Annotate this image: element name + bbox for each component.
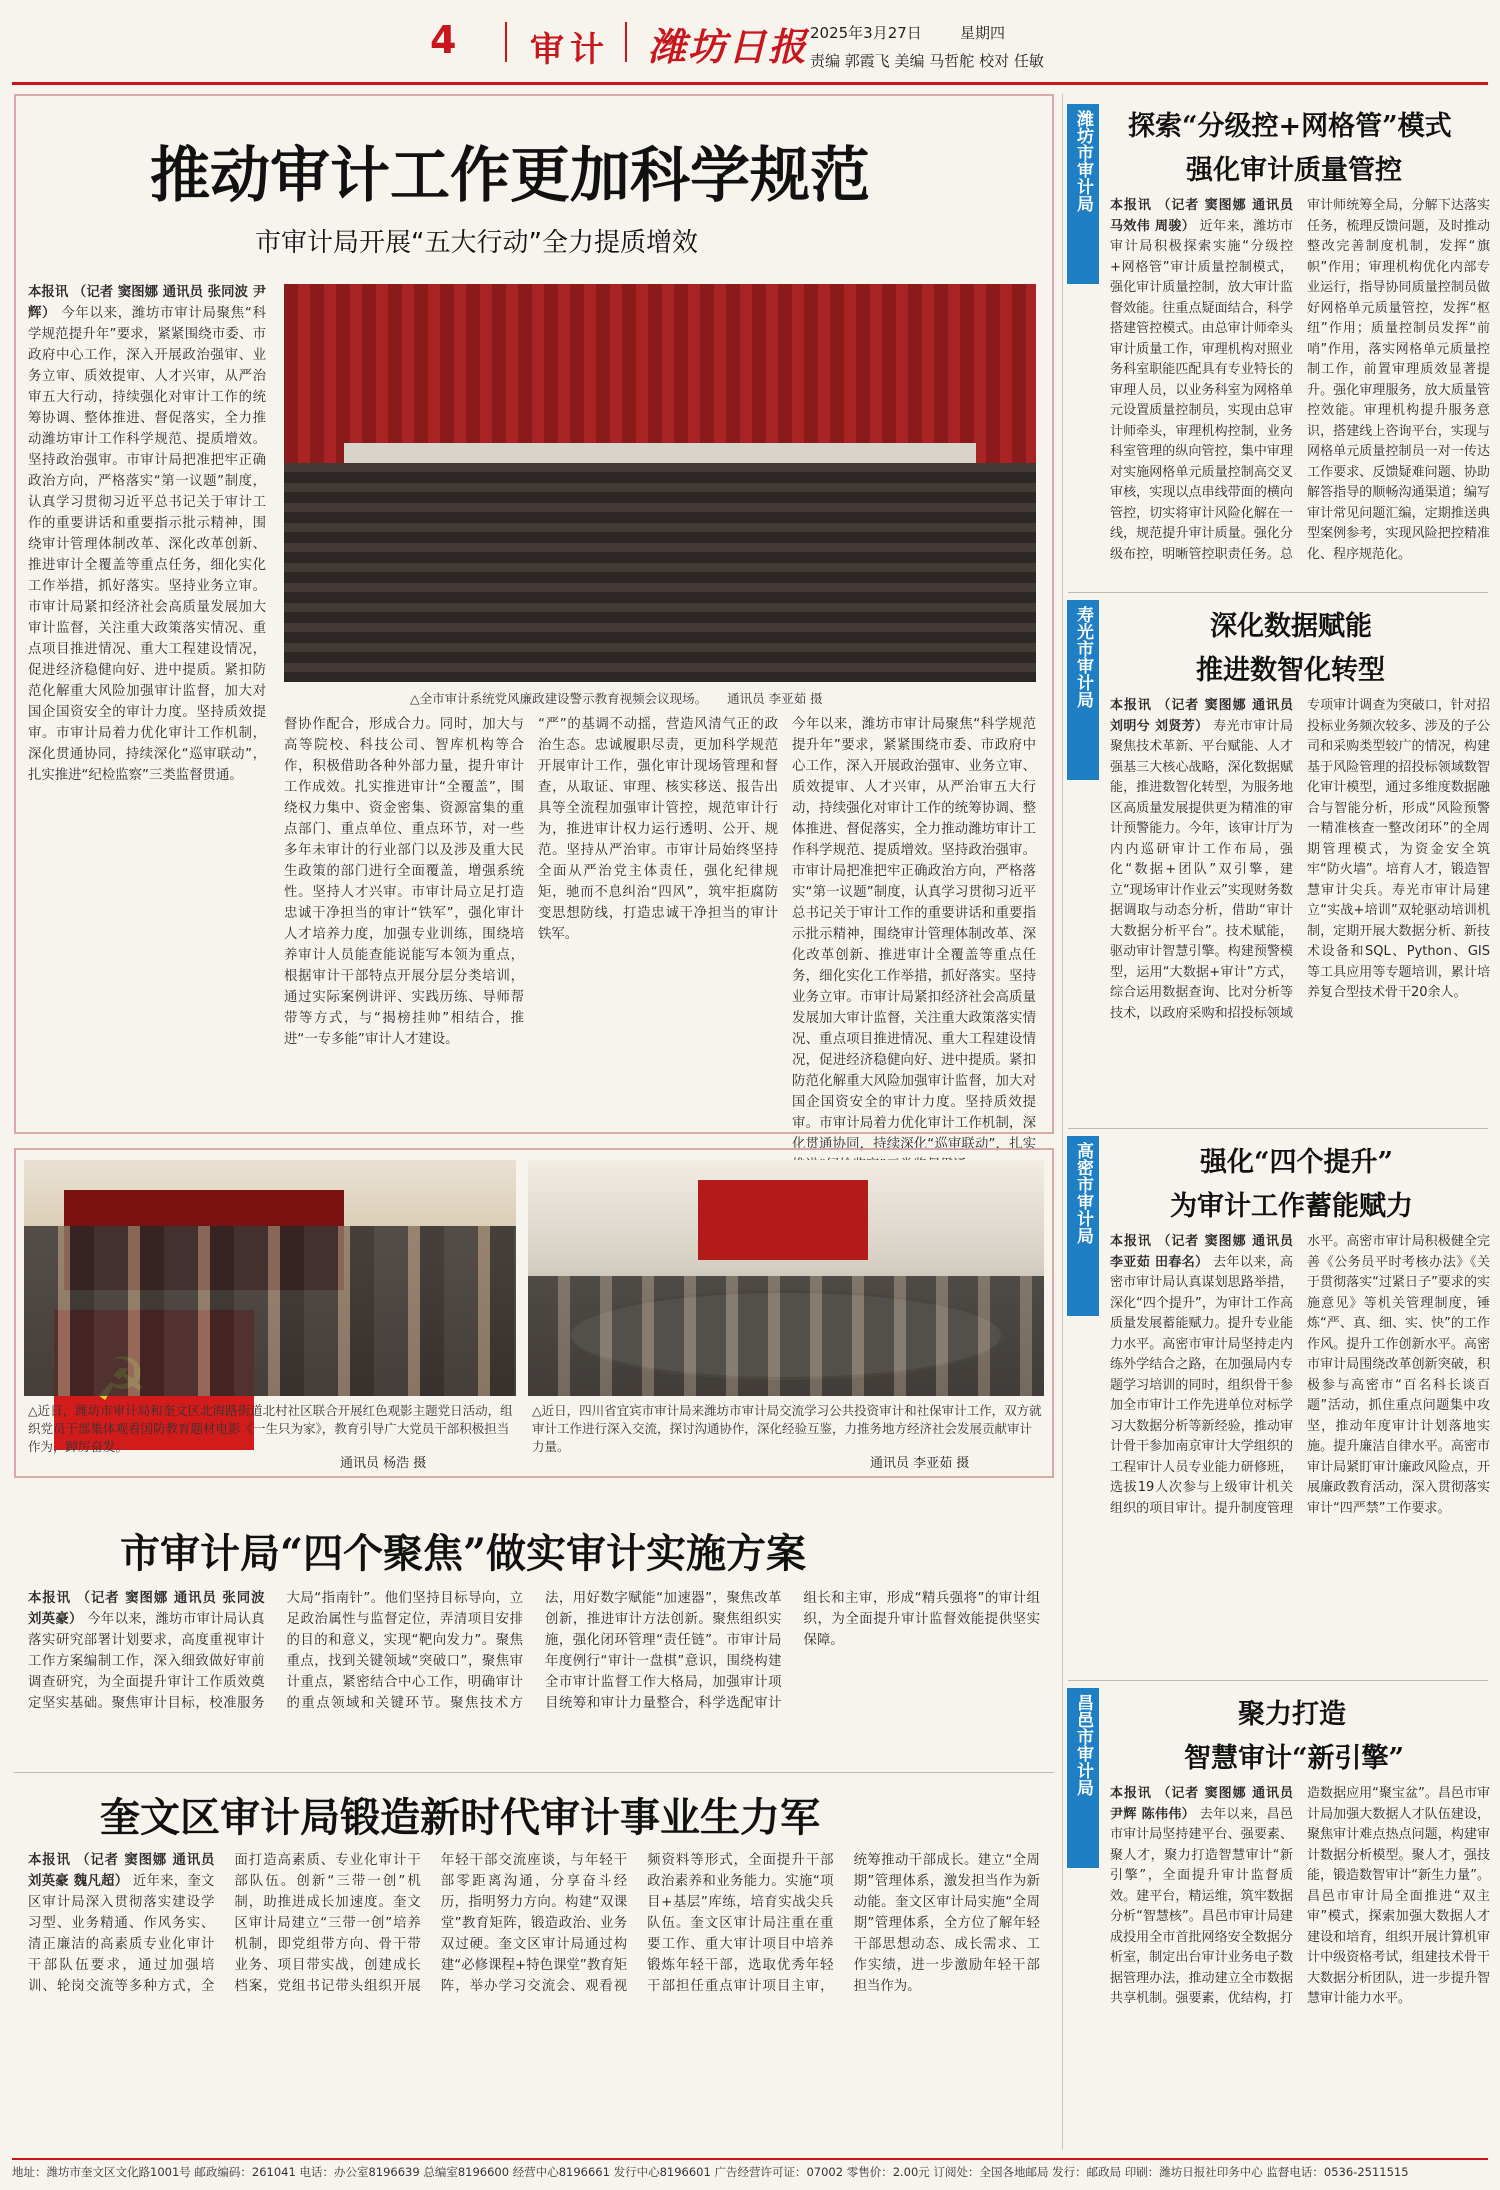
s2-body — [1110, 696, 1490, 1146]
s2-title-line1: 深化数据赋能 — [1210, 611, 1372, 642]
article2-title: 市审计局“四个聚焦”做实审计实施方案 — [120, 1530, 807, 1577]
s1-title-line1: 探索“分级控+网格管”模式 — [1128, 111, 1452, 142]
lead-column-3 — [538, 714, 778, 1114]
section-divider — [14, 1772, 1054, 1773]
masthead-divider — [505, 22, 507, 62]
s2-text: 寿光市审计局聚焦技术革新、平台赋能、人才强基三大核心战略，深化数据赋能，推进数智化转型，为服务地区高质量发展提供更为精准的审计预警能力。今年，该审计厅为内内巡研审计工作布局，强化“数据+团队”双引擎，建立“现场审计作业云”实现财务数据调取与动态分析，借助“审计大数据分析平台”。技术赋能，驱动审计智慧引擎。构建预警模型，运用“大数据+审计”方式，综合运用数据查询、比对分析等技术，以政府采购和招投标领域专项审计调查为突破口，针对招投标业务频次较多、涉及的子公司和采购类型较广的情况，构建基于风险管理的招投标领域数智化审计模型，通过多维度数据融合与智能分析，形成“风险预警一精准核查一整改闭环”的全周期管理模式，为资金安全筑牢“防火墙”。培育人才，锻造智慧审计尖兵。寿光市审计局建立“实战+培训”双轮驱动培训机制，定期开展大数据分析、新技术设备和SQL、Python、GIS等工具应用等专题培训，累计培养复合型技术骨干20余人。 — [1110, 698, 1490, 1021]
s4-title-line1: 聚力打造 — [1238, 1699, 1346, 1730]
editors-line: 责编 郭霞飞 美编 马哲舵 校对 任敏 — [810, 52, 1044, 70]
article3-title: 奎文区审计局锻造新时代审计事业生力军 — [100, 1794, 820, 1841]
party-day-photo — [24, 1160, 516, 1396]
right-divider — [1068, 1680, 1488, 1681]
s4-title-line2: 智慧审计“新引擎” — [1184, 1743, 1405, 1774]
s3-title-line2: 为审计工作蓄能赋力 — [1170, 1191, 1413, 1222]
s1-byline: 本报讯 （记者 窦图娜 通讯员 马效伟 周骏） — [1110, 198, 1293, 234]
article3-byline: 本报讯 （记者 窦图娜 通讯员 刘英豪 魏凡超） — [28, 1853, 215, 1889]
lead-photo — [284, 284, 1036, 682]
tag-text: 潍坊市审计局 — [1073, 110, 1093, 212]
tag-text: 高密市审计局 — [1073, 1142, 1093, 1244]
caption-text: △全市审计系统党风廉政建设警示教育视频会议现场。 — [410, 691, 708, 706]
party-day-credit: 通讯员 杨浩 摄 — [340, 1456, 427, 1471]
article3-body — [28, 1850, 1040, 2146]
lead-subtitle: 市审计局开展“五大行动”全力提质增效 — [255, 228, 698, 258]
tag-gaomi-audit — [1067, 1136, 1099, 1316]
lead-body-1: 今年以来，潍坊市审计局聚焦“科学规范提升年”要求，紧紧围绕市委、市政府中心工作，深入开展政治强审、业务立审、质效提审、人才兴审，从严治审五大行动，持续强化对审计工作的统筹协调、整体推进、督促落实，全力推动潍坊审计工作科学规范、提质增效。坚持政治强审。市审计局把准把牢正确政治方向，严格落实“第一议题”制度，认真学习贯彻习近平总书记关于审计工作的重要讲话和重要指示批示精神，围绕审计管理体制改革、深化改革创新、推进审计全覆盖等重点任务，细化实化工作举措，抓好落实。坚持业务立审。市审计局紧扣经济社会高质量发展加大审计监督，关注重大政策落实情况、重点项目推进情况、重大工程建设情况，促进经济稳健向好、进中提质。紧扣防范化解重大风险加强审计监督，加大对国企国资安全的审计力度。坚持质效提审。市审计局着力优化审计工作机制，深化贯通协同，持续深化“巡审联动”，扎实推进“纪检监察”三类监督贯通。 — [28, 306, 267, 783]
lead-column-2 — [284, 714, 524, 1114]
s2-byline: 本报讯 （记者 窦图娜 通讯员 刘明兮 刘贤芳） — [1110, 698, 1293, 734]
lead-column-1 — [28, 282, 266, 1112]
lead-body-2: 督协作配合，形成合力。同时，加大与高等院校、科技公司、智库机构等合作，积极借助各种外部力量，提升审计工作成效。扎实推进审计“全覆盖”，围绕权力集中、资金密集、资源富集的重点部门、重点单位、重点环节，对一些多年未审计的行业部门以及涉及重大民生政策的部门进行全面覆盖，增强系统性。坚持人才兴审。市审计局立足打造忠诚干净担当的审计“铁军”，强化审计人才培养力度，加强专业训练，围绕培养审计人员能查能说能写本领为重点，根据审计干部特点开展分层分类培训，通过实际案例讲评、实践历练、导师帮带等方式，与“揭榜挂帅”相结合，推进“一专多能”审计人才建设。 — [284, 717, 524, 1047]
s4-byline: 本报讯 （记者 窦图娜 通讯员 尹辉 陈伟伟） — [1110, 1786, 1293, 1822]
photo-audience — [284, 463, 1036, 682]
masthead-divider — [625, 22, 627, 62]
s3-text: 去年以来，高密市审计局认真谋划思路举措，深化“四个提升”，为审计工作高质量发展蓄能赋力。提升专业能力水平。高密市审计局坚持走内练外学结合之路，在加强局内专题学习培训的同时，组织骨干参加全市审计工作先进单位对标学习大数据分析等新经验，推动审计骨干参加南京审计大学组织的工程审计人员专业能力研修班，选拔19人次参与上级审计机关组织的项目审计。提升制度管理水平。高密市审计局积极健全完善《公务员平时考核办法》《关于贯彻落实“过紧日子”要求的实施意见》等机关管理制度，锤炼“严、真、细、实、快”的工作作风。提升工作创新水平。高密市审计局围绕改革创新突破，积极参与高密市“百名科长谈百题”活动，抓住重点问题集中攻坚，推动年度审计计划落地实施。提升廉洁自律水平。高密市审计局紧盯审计廉政风险点，开展廉政教育活动，深入贯彻落实审计“四严禁”工作要求。 — [1110, 1234, 1490, 1516]
s2-title-line2: 推进数智化转型 — [1196, 655, 1385, 686]
lead-title: 推动审计工作更加科学规范 — [150, 141, 870, 211]
masthead-rule — [12, 82, 1488, 85]
photo-screen — [698, 1180, 868, 1260]
photo-people — [528, 1276, 1044, 1396]
s1-title-line2: 强化审计质量管控 — [1186, 155, 1402, 186]
issue-weekday: 星期四 — [960, 24, 1006, 42]
caption-text: △近日，潍坊市审计局和奎文区北海路街道北村社区联合开展红色观影主题党日活动，组织党员干部集体观看国防教育题材电影《一生只为家》，教育引导广大党员干部积极担当作为，踔厉奋发。 — [28, 1403, 513, 1454]
s1-body — [1110, 196, 1490, 636]
caption-text: △近日，四川省宜宾市审计局来潍坊市审计局交流学习公共投资审计和社保审计工作，双方就审计工作进行深入交流，探讨沟通协作，深化经验互鉴，力推务地方经济社会发展贡献审计力量。 — [532, 1403, 1042, 1454]
s3-byline: 本报讯 （记者 窦图娜 通讯员 李亚茹 田春名） — [1110, 1234, 1293, 1270]
tag-changyi-audit — [1067, 1688, 1099, 1868]
lead-photo-caption — [410, 690, 1030, 708]
right-column-divider — [1062, 94, 1063, 2150]
right-divider — [1068, 592, 1488, 593]
photo-credit: 通讯员 李亚茹 摄 — [727, 691, 823, 706]
party-day-caption — [28, 1402, 514, 1454]
photo-curtain — [284, 284, 1036, 463]
s1-text: 近年来，潍坊市审计局积极探索实施“分级控+网格管”审计质量控制模式，强化审计质量控制，放大审计监督效能。往重点疑面结合，科学搭建管控模式。由总审计师牵头审计质量工作，审理机构对照业务科室职能匹配具有专业特长的审理人员，以业务科室为网格单元设置质量控制员，实现由总审计师牵头，审理机构控制，业务科室管理的纵向管控，集中审理对实施网格单元质量控制高交叉审核，实现以点串线带面的横向管控，切实将审计风险化解在一线，规范提升审计质量。强化分级布控，明晰管控职责任务。总审计师统筹全局，分解下达落实任务，梳理反馈问题，及时推动整改完善制度机制，发挥“旗帜”作用；审理机构优化内部专业运行，指导协同质量控制员做好网格单元质量管控，发挥“枢纽”作用；质量控制员发挥“前哨”作用，落实网格单元质量控制工作，前置审理质效显著提升。强化审理服务，放大质量管控效能。审理机构提升服务意识，搭建线上咨询平台，实现与网格单元质量控制员一对一传达工作要求、反馈疑难问题、协助解答指导的顺畅沟通渠道；编写审计常见问题汇编，定期推送典型案例参考，实现风险把控精准化、程序规范化。 — [1110, 198, 1490, 562]
s3-body — [1110, 1232, 1490, 1672]
article2-byline: 本报讯 （记者 窦图娜 通讯员 张同波 刘英豪） — [28, 1591, 265, 1627]
exchange-photo — [528, 1160, 1044, 1396]
exchange-credit: 通讯员 李亚茹 摄 — [870, 1456, 970, 1471]
issue-date: 2025年3月27日 — [810, 24, 922, 42]
right-divider — [1068, 1128, 1488, 1129]
lead-body-4: 今年以来，潍坊市审计局聚焦“科学规范提升年”要求，紧紧围绕市委、市政府中心工作，深入开展政治强审、业务立审、质效提审、人才兴审，从严治审五大行动，持续强化对审计工作的统筹协调、整体推进、督促落实，全力推动潍坊审计工作科学规范、提质增效。坚持政治强审。市审计局把准把牢正确政治方向，严格落实“第一议题”制度，认真学习贯彻习近平总书记关于审计工作的重要讲话和重要指示批示精神，围绕审计管理体制改革、深化改革创新、推进审计全覆盖等重点任务，细化实化工作举措，抓好落实。坚持业务立审。市审计局紧扣经济社会高质量发展加大审计监督，关注重大政策落实情况、重点项目推进情况、重大工程建设情况，促进经济稳健向好、进中提质。紧扣防范化解重大风险加强审计监督，加大对国企国资安全的审计力度。坚持质效提审。市审计局着力优化审计工作机制，深化贯通协同，持续深化“巡审联动”，扎实 — [792, 717, 1036, 1152]
masthead — [0, 0, 1500, 88]
s3-title-line1: 强化“四个提升” — [1200, 1147, 1394, 1178]
lead-body-3: “严”的基调不动摇，营造风清气正的政治生态。忠诚履职尽责，更加科学规范开展审计工作，强化审计现场管理和督查，从取证、审理、核实移送、报告出具等全流程加强审计管控，规范审计行为，推进审计权力运行透明、公开、规范。坚持从严治审。市审计局始终坚持全面从严治党主体责任，强化纪律规矩，驰而不息纠治“四风”，筑牢拒腐防变思想防线，打造忠诚干净担当的审计铁军。 — [538, 717, 778, 942]
paper-logo: 潍坊日报 — [648, 24, 809, 69]
section-name: 审计 — [530, 30, 610, 70]
lead-column-4 — [792, 714, 1036, 1152]
article2-body — [28, 1588, 1040, 1758]
tag-shouguang-audit — [1067, 600, 1099, 780]
tag-text: 昌邑市审计局 — [1073, 1694, 1093, 1796]
photo-people — [24, 1226, 516, 1396]
article2-text: 今年以来，潍坊市审计局认真落实研究部署计划要求，高度重视审计工作方案编制工作，深入细致做好审前调查研究，为全面提升审计工作质效奠定坚实基础。聚焦审计目标，校准服务大局“指南针”。他们坚持目标导向，立足政治属性与监督定位，弄清项目安排的目的和意义，实现“靶向发力”。聚焦重点，找到关键领域“突破口”，聚焦审计重点，紧密结合中心工作，明确审计的重点领域和关键环节。聚焦技术方法，用好数字赋能“加速器”，聚焦改革创新，推进审计方法创新。聚焦组织实施，强化闭环管理“责任链”。市审计局年度例行“审计一盘棋”意识，围绕构建全市审计监督工作大格局，加强审计项目统筹和审计力量整合，科学选配审计组长和主审，形成“精兵强将”的审计组织，为全面提升审计监督效能提供坚实保障。 — [28, 1591, 1040, 1711]
lead-byline: 本报讯 （记者 窦图娜 通讯员 张同波 尹辉） — [28, 285, 266, 321]
article3-text: 近年来，奎文区审计局深入贯彻落实建设学习型、业务精通、作风务实、清正廉洁的高素质专业化审计干部队伍要求，通过加强培训、轮岗交流等多种方式，全面打造高素质、专业化审计干部队伍。创新“三带一创”机制，助推进成长加速度。奎文区审计局建立“三带一创”培养机制，即党组带方向、骨干带业务、项目带实战，创建成长档案，党组书记带头组织开展年轻干部交流座谈，与年轻干部零距离沟通，分享奋斗经历，指明努力方向。构建“双课堂”教育矩阵，锻造政治、业务双过硬。奎文区审计局通过构建“必修课程+特色课堂”教育矩阵，举办学习交流会、观看视频资料等形式，全面提升干部政治素养和业务能力。实施“项目+基层”库练，培育实战尖兵队伍。奎文区审计局注重在重要工作、重大审计项目中培养锻炼年轻干部，选取优秀年轻干部担任重点审计项目主审，统筹推动干部成长。建立“全周期”管理体系，激发担当作为新动能。奎文区审计局实施“全周期”管理体系，全方位了解年轻干部思想动态、成长需求、工作实绩，进一步激励年轻干部担当作为。 — [28, 1853, 1040, 1994]
s4-body — [1110, 1784, 1490, 2144]
exchange-caption — [532, 1402, 1042, 1454]
tag-text: 寿光市审计局 — [1073, 606, 1093, 708]
page-footer: 地址：潍坊市奎文区文化路1001号 邮政编码：261041 电话：办公室8196639 总编室8196600 经营中心8196661 发行中心8196601 广告经营许可证：07002 零售价：2.00元 订阅处：全国各地邮局 发行：邮政局 印刷：潍坊日报社印务中心 监督电话：0536-2511515 — [12, 2158, 1488, 2184]
page-number: 4 — [430, 18, 457, 62]
s4-text: 去年以来，昌邑市审计局坚持建平台、强要素、聚人才，聚力打造智慧审计“新引擎”，全面提升审计监督质效。建平台，精运维，筑牢数据分析“智慧核”。昌邑市审计局建成投用全市首批网络安全数据分析室，制定出台审计业务电子数据管理办法，推动建立全市数据共享机制。强要素，优结构，打造数据应用“聚宝盆”。昌邑市审计局加强大数据人才队伍建设，聚焦审计难点热点问题，构建审计数据分析模型。聚人才，强技能，锻造数智审计“新生力量”。昌邑市审计局全面推进“双主审”模式，探索加强大数据人才建设和培育，组织开展计算机审计中级资格考试，组建技术骨干大数据分析团队，进一步提升智慧审计能力水平。 — [1110, 1786, 1490, 2006]
tag-weifang-audit — [1067, 104, 1099, 284]
